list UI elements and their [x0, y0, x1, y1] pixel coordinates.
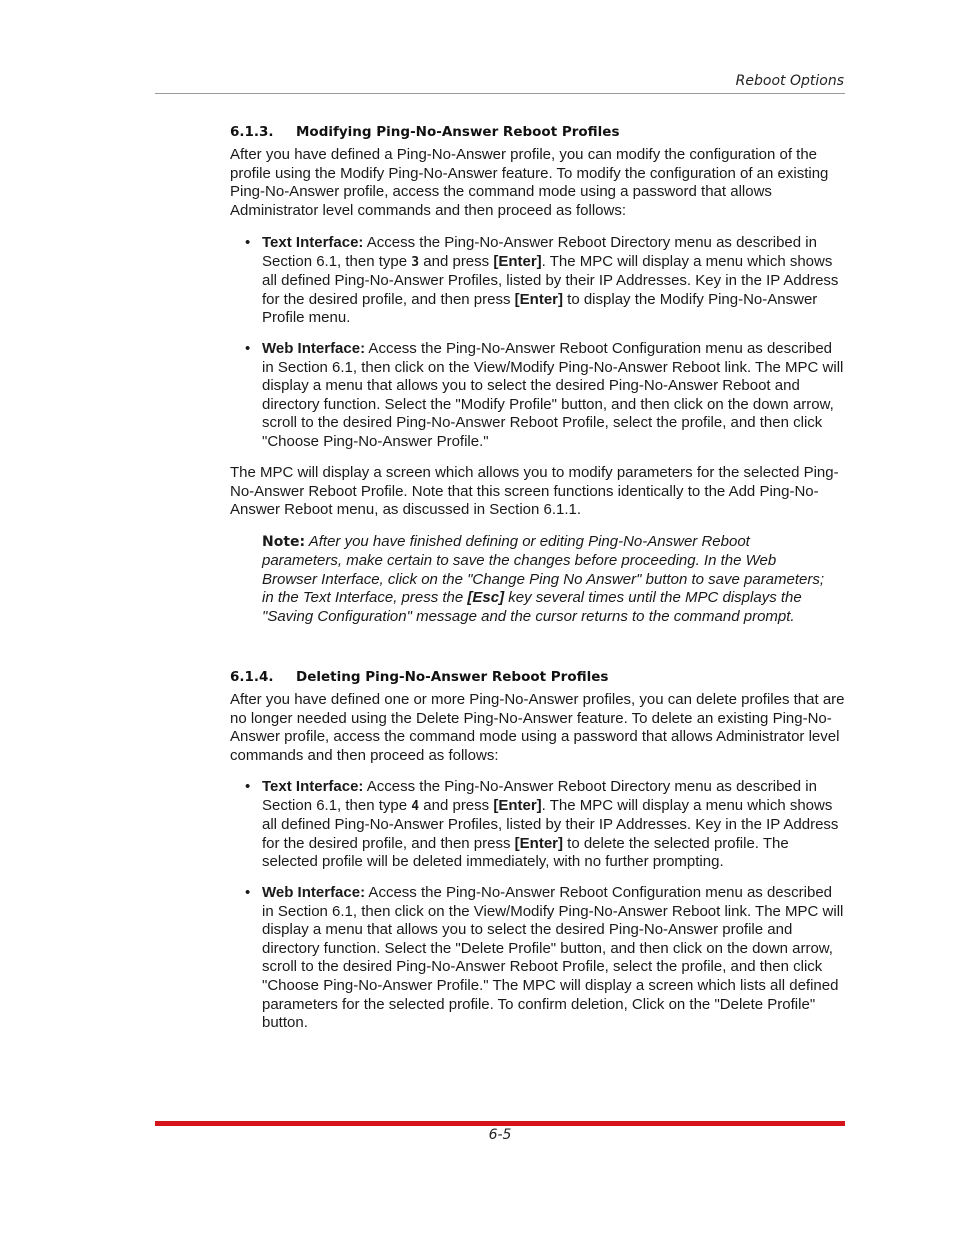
bullet-text: and press: [419, 796, 494, 814]
section-heading-delete: [230, 669, 608, 685]
command-key: 3: [411, 254, 420, 270]
bullet-label: Text Interface:: [262, 778, 364, 795]
note-block: [262, 533, 827, 627]
note-text: After you have finished defining or editing Ping-No-Answer Reboot parameters, make certain to save the changes before proceeding. In the Web Browser Interface, click on the "Change Ping No Answer" button to save parameters; in the Text Interface, press the: [262, 533, 825, 607]
bullet-icon: •: [245, 234, 251, 251]
section-number: 6.1.3.: [230, 124, 274, 140]
esc-key: [Esc]: [467, 589, 505, 607]
bullet-web-interface: [245, 884, 846, 1033]
bullet-icon: •: [245, 340, 251, 357]
bullet-text: to display the Modify Ping-No-Answer Profile menu.: [262, 290, 818, 327]
enter-key: [Enter]: [493, 252, 542, 270]
section-intro: After you have defined one or more Ping-No-Answer profiles, you can delete profiles that are no longer needed using the Delete Ping-No-Answer feature. To delete an existing Ping-No-Answer profile, access the command mode using a password that allows Administrator level commands and then proceed as follows:: [230, 691, 845, 764]
bullet-text-interface: [245, 778, 846, 872]
bullet-text: Access the Ping-No-Answer Reboot Directory menu as described in Section 6.1, then type: [262, 778, 817, 814]
bullet-label: Text Interface:: [262, 234, 364, 251]
bullet-text: Access the Ping-No-Answer Reboot Configuration menu as described in Section 6.1, then click on the View/Modify Ping-No-Answer Reboot link. The MPC will display a menu that allows you to select the desired Ping-No-Answer Reboot and directory function. Select the "Modify Profile" button, and then click on the down arrow, scroll to the desired Ping-No-Answer Reboot Profile, select the profile, and then click "Choose Ping-No-Answer Profile.": [262, 340, 844, 450]
header-rule: [155, 93, 845, 94]
bullet-icon: •: [245, 884, 251, 901]
bullet-icon: •: [245, 778, 251, 795]
bullet-label: Web Interface:: [262, 884, 366, 901]
running-header: Reboot Options: [735, 73, 844, 89]
section-heading-modify: [230, 124, 620, 140]
command-key: 4: [411, 798, 420, 814]
footer-rule: [155, 1121, 845, 1126]
enter-key: [Enter]: [514, 834, 563, 852]
section-intro: After you have defined a Ping-No-Answer profile, you can modify the configuration of the profile using the Modify Ping-No-Answer feature. To modify the configuration of an existing Ping-No-Answer profile, access the command mode using a password that allows Administrator level commands and then proceed as follows:: [230, 146, 829, 219]
section-title: Modifying Ping-No-Answer Reboot Profiles: [296, 124, 620, 140]
bullet-text-interface: [245, 234, 846, 328]
bullet-text: and press: [419, 252, 494, 270]
section-title: Deleting Ping-No-Answer Reboot Profiles: [296, 669, 609, 685]
section-paragraph: The MPC will display a screen which allows you to modify parameters for the selected Ping-No-Answer Reboot Profile. Note that this screen functions identically to the Add Ping-No-Answer Reboot menu, as discussed in Section 6.1.1.: [230, 464, 839, 519]
enter-key: [Enter]: [493, 796, 542, 814]
bullet-label: Web Interface:: [262, 340, 366, 357]
bullet-text: Access the Ping-No-Answer Reboot Directory menu as described in Section 6.1, then type: [262, 234, 817, 270]
note-text: key several times until the MPC displays the "Saving Configuration" message and the cursor returns to the command prompt.: [262, 589, 802, 626]
note-label: Note:: [262, 534, 306, 550]
section-number: 6.1.4.: [230, 669, 274, 685]
enter-key: [Enter]: [514, 290, 563, 308]
bullet-text: . The MPC will display a menu which shows all defined Ping-No-Answer Profiles, listed by their IP Addresses. Key in the IP Address for the desired profile, and then press: [262, 796, 839, 852]
page-number: 6-5: [488, 1127, 512, 1143]
bullet-text: Access the Ping-No-Answer Reboot Configuration menu as described in Section 6.1, then click on the View/Modify Ping-No-Answer Reboot link. The MPC will display a menu that allows you to select the desired Ping-No-Answer profile and directory function. Select the "Delete Profile" button, and then click on the down arrow, scroll to the desired Ping-No-Answer Reboot Profile, select the profile, and then click "Choose Ping-No-Answer Profile." The MPC will display a screen which lists all defined parameters for the selected profile. To confirm deletion, Click on the "Delete Profile" button.: [262, 884, 844, 1032]
bullet-text: . The MPC will display a menu which shows all defined Ping-No-Answer Profiles, listed by their IP Addresses. Key in the IP Address for the desired profile, and then press: [262, 252, 839, 308]
bullet-text: to delete the selected profile. The selected profile will be deleted immediately, with no further prompting.: [262, 834, 789, 871]
bullet-web-interface: [245, 340, 846, 452]
